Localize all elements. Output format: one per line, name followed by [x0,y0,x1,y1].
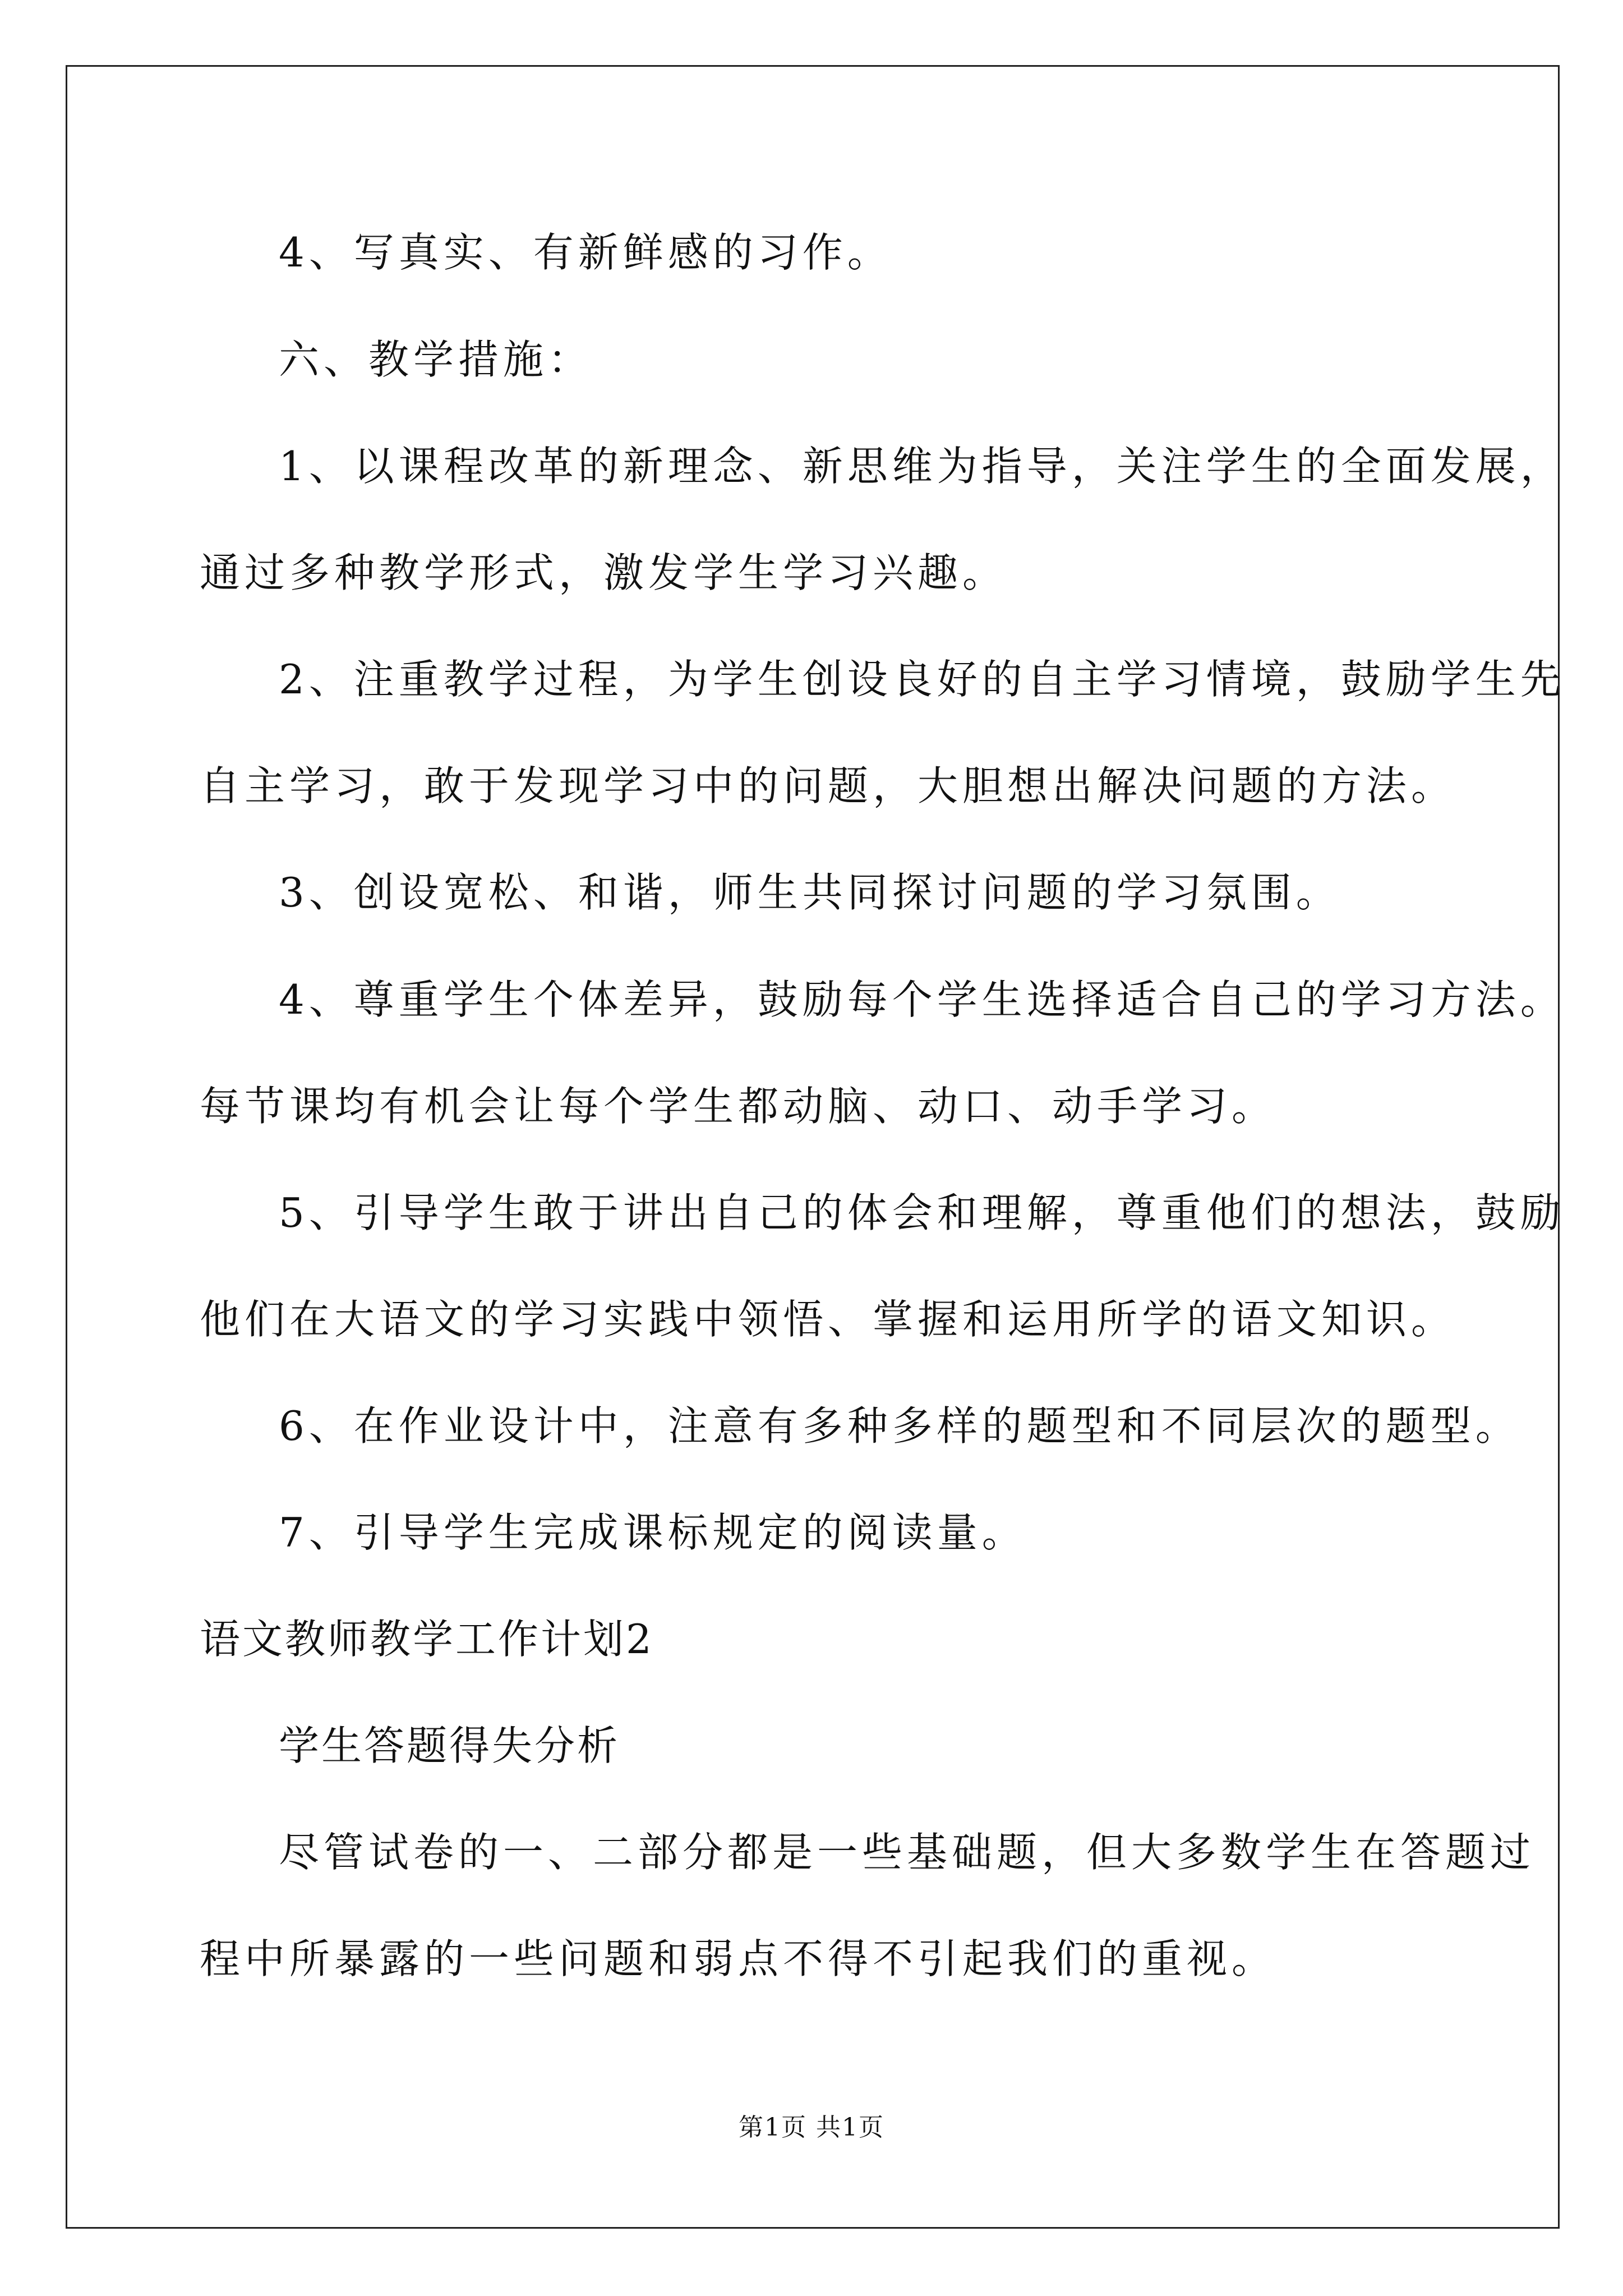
paragraph-line: 7、引导学生完成课标规定的阅读量。 [279,1509,1027,1556]
paragraph-line: 4、尊重学生个体差异，鼓励每个学生选择适合自己的学习方法。 [279,976,1565,1023]
section-heading: 学生答题得失分析 [279,1722,620,1769]
paragraph-line: 4、写真实、有新鲜感的习作。 [279,229,892,276]
paragraph-line: 自主学习，敢于发现学习中的问题，大胆想出解决问题的方法。 [200,762,1456,809]
paragraph-line: 6、在作业设计中，注意有多种多样的题型和不同层次的题型。 [279,1402,1520,1450]
paragraph-line: 他们在大语文的学习实践中领悟、掌握和运用所学的语文知识。 [200,1296,1456,1343]
paragraph-line: 每节课均有机会让每个学生都动脑、动口、动手学习。 [200,1083,1277,1130]
paragraph-line: 5、引导学生敢于讲出自己的体会和理解，尊重他们的想法，鼓励 [279,1189,1565,1236]
page-footer: 第1页 共1页 [739,2113,884,2142]
document-title: 语文教师教学工作计划2 [200,1616,654,1663]
paragraph-line: 程中所暴露的一些问题和弱点不得不引起我们的重视。 [200,1935,1277,1982]
paragraph-line: 1、以课程改革的新理念、新思维为指导，关注学生的全面发展， [279,443,1565,490]
paragraph-line: 3、创设宽松、和谐，师生共同探讨问题的学习氛围。 [279,869,1341,916]
paragraph-line: 通过多种教学形式，激发学生学习兴趣。 [200,549,1008,596]
section-heading: 六、教学措施： [279,336,593,383]
paragraph-line: 尽管试卷的一、二部分都是一些基础题，但大多数学生在答题过 [279,1829,1536,1876]
paragraph-line: 2、注重教学过程，为学生创设良好的自主学习情境，鼓励学生先 [279,656,1565,703]
